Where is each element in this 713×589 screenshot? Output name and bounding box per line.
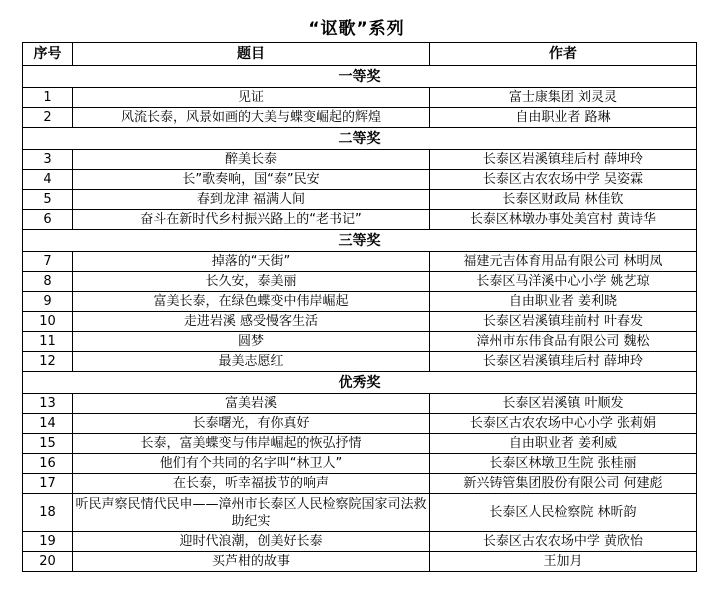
table-row — [23, 454, 697, 474]
cell-no: 8 — [23, 272, 73, 292]
cell-no: 1 — [23, 88, 73, 108]
table-row — [23, 474, 697, 494]
table-row — [23, 552, 697, 572]
cell-author: 长泰区人民检察院 林昕韵 — [430, 494, 697, 532]
cell-author: 长泰区古农农场中心小学 张莉娟 — [430, 414, 697, 434]
cell-no: 5 — [23, 190, 73, 210]
cell-no: 20 — [23, 552, 73, 572]
cell-author: 新兴铸管集团股份有限公司 何建彪 — [430, 474, 697, 494]
cell-title: 最美志愿红 — [73, 352, 430, 372]
table-row — [23, 210, 697, 230]
cell-author: 漳州市东伟食品有限公司 魏松 — [430, 332, 697, 352]
cell-author: 自由职业者 姜利威 — [430, 434, 697, 454]
table-body — [23, 66, 697, 572]
cell-title: 富美岩溪 — [73, 394, 430, 414]
cell-no: 15 — [23, 434, 73, 454]
cell-no: 16 — [23, 454, 73, 474]
table-row — [23, 494, 697, 532]
section-heading: 二等奖 — [23, 128, 697, 150]
cell-no: 3 — [23, 150, 73, 170]
cell-title: 在长泰，听幸福拔节的响声 — [73, 474, 430, 494]
cell-no: 6 — [23, 210, 73, 230]
cell-author: 长泰区岩溪镇 叶顺发 — [430, 394, 697, 414]
cell-title: 长泰曙光，有你真好 — [73, 414, 430, 434]
cell-title: 长”歌奏响，国“泰”民安 — [73, 170, 430, 190]
table-row — [23, 170, 697, 190]
cell-author: 福建元吉体育用品有限公司 林明凤 — [430, 252, 697, 272]
cell-author: 长泰区财政局 林佳钦 — [430, 190, 697, 210]
header-row — [23, 43, 697, 66]
cell-title: 春到龙津 福满人间 — [73, 190, 430, 210]
table-row — [23, 88, 697, 108]
cell-title: 圆梦 — [73, 332, 430, 352]
cell-author: 长泰区马洋溪中心小学 姚艺琼 — [430, 272, 697, 292]
cell-no: 17 — [23, 474, 73, 494]
cell-title: 奋斗在新时代乡村振兴路上的“老书记” — [73, 210, 430, 230]
cell-author: 富士康集团 刘灵灵 — [430, 88, 697, 108]
table-row — [23, 150, 697, 170]
cell-no: 10 — [23, 312, 73, 332]
section-row — [23, 66, 697, 88]
cell-no: 14 — [23, 414, 73, 434]
cell-no: 12 — [23, 352, 73, 372]
cell-no: 4 — [23, 170, 73, 190]
cell-no: 9 — [23, 292, 73, 312]
award-table — [22, 42, 697, 572]
section-heading: 一等奖 — [23, 66, 697, 88]
cell-no: 2 — [23, 108, 73, 128]
header-title: 题目 — [73, 43, 430, 66]
page-title: “讴歌”系列 — [308, 19, 405, 39]
cell-author: 王加月 — [430, 552, 697, 572]
cell-no: 11 — [23, 332, 73, 352]
table-row — [23, 190, 697, 210]
header-no: 序号 — [23, 43, 73, 66]
cell-title: 富美长泰，在绿色蝶变中伟岸崛起 — [73, 292, 430, 312]
table-row — [23, 292, 697, 312]
header-author: 作者 — [430, 43, 697, 66]
table-row — [23, 434, 697, 454]
cell-author: 长泰区岩溪镇珪前村 叶春发 — [430, 312, 697, 332]
table-row — [23, 108, 697, 128]
cell-title: 长久安，泰美丽 — [73, 272, 430, 292]
cell-author: 长泰区古农农场中学 吴姿霖 — [430, 170, 697, 190]
table-row — [23, 414, 697, 434]
table-row — [23, 312, 697, 332]
cell-title: 醉美长泰 — [73, 150, 430, 170]
table-row — [23, 352, 697, 372]
cell-title: 长泰，富美蝶变与伟岸崛起的恢弘抒情 — [73, 434, 430, 454]
cell-title: 迎时代浪潮，创美好长泰 — [73, 532, 430, 552]
cell-author: 长泰区林墩办事处美宫村 黄诗华 — [430, 210, 697, 230]
cell-author: 自由职业者 姜利晓 — [430, 292, 697, 312]
section-heading: 优秀奖 — [23, 372, 697, 394]
table-row — [23, 252, 697, 272]
cell-title: 见证 — [73, 88, 430, 108]
section-heading: 三等奖 — [23, 230, 697, 252]
cell-title: 掉落的“天街” — [73, 252, 430, 272]
cell-author: 长泰区岩溪镇珪后村 薛坤玲 — [430, 150, 697, 170]
cell-title: 风流长泰，风景如画的大美与蝶变崛起的辉煌 — [73, 108, 430, 128]
cell-title: 买芦柑的故事 — [73, 552, 430, 572]
section-row — [23, 128, 697, 150]
section-row — [23, 230, 697, 252]
cell-title: 他们有个共同的名字叫“林卫人” — [73, 454, 430, 474]
cell-title: 走进岩溪 感受慢客生活 — [73, 312, 430, 332]
table-row — [23, 394, 697, 414]
cell-title: 听民声察民情代民申——漳州市长泰区人民检察院国家司法救助纪实 — [73, 494, 430, 532]
cell-author: 长泰区古农农场中学 黄欣怡 — [430, 532, 697, 552]
table-row — [23, 272, 697, 292]
cell-author: 长泰区林墩卫生院 张桂丽 — [430, 454, 697, 474]
cell-no: 7 — [23, 252, 73, 272]
cell-author: 长泰区岩溪镇珪后村 薛坤玲 — [430, 352, 697, 372]
table-row — [23, 332, 697, 352]
table-row — [23, 532, 697, 552]
cell-no: 19 — [23, 532, 73, 552]
section-row — [23, 372, 697, 394]
cell-author: 自由职业者 路琳 — [430, 108, 697, 128]
cell-no: 18 — [23, 494, 73, 532]
cell-no: 13 — [23, 394, 73, 414]
